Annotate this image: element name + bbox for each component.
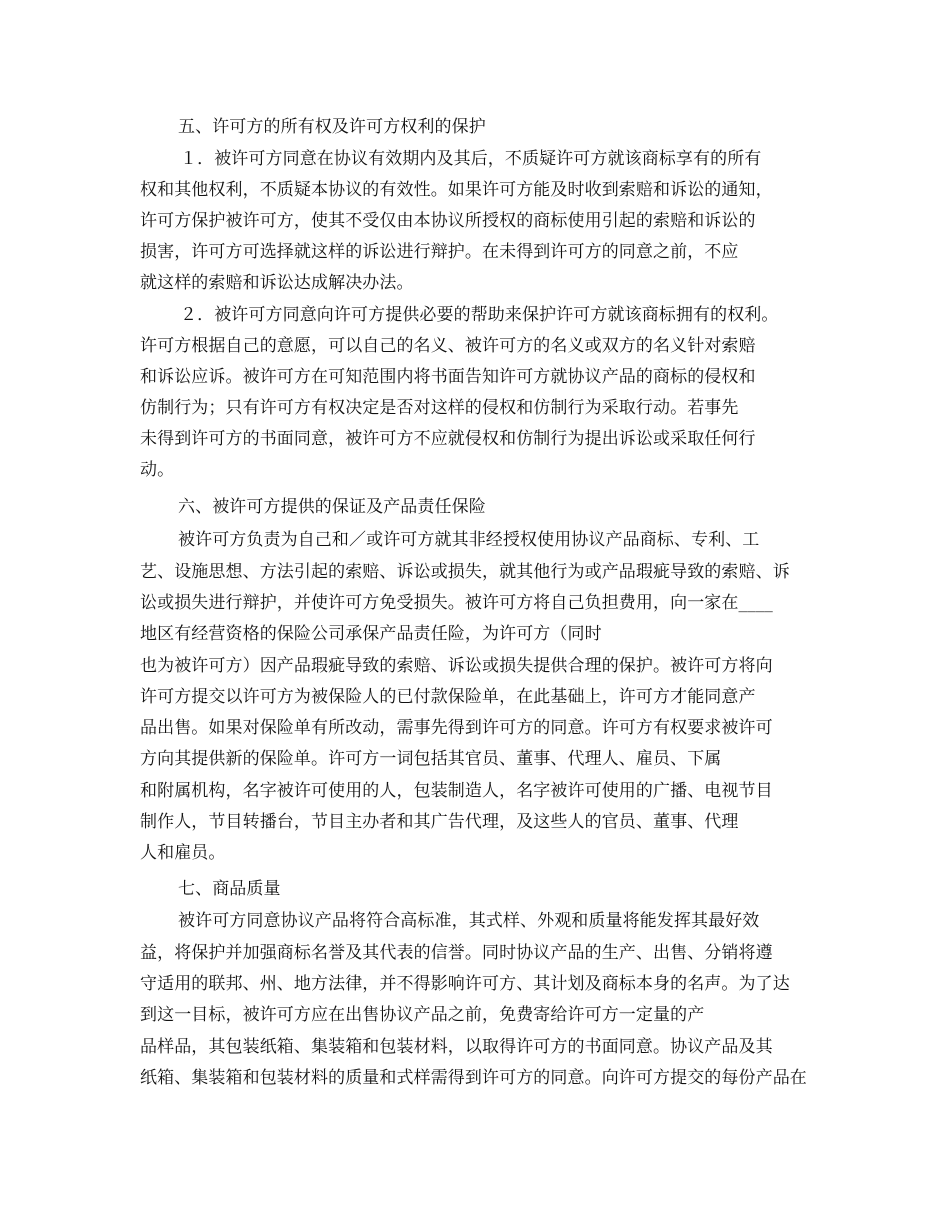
text-line: 守适用的联邦、州、地方法律，并不得影响许可方、其计划及商标本身的名声。为了达	[140, 974, 790, 994]
text-line: 许可方根据自己的意愿，可以自己的名义、被许可方的名义或双方的名义针对索赔	[140, 336, 756, 356]
text-line: 和附属机构，名字被许可使用的人，包装制造人，名字被许可使用的广播、电视节目	[140, 781, 773, 801]
text-line: 制作人，节目转播台，节目主办者和其广告代理，及这些人的官员、董事、代理	[140, 812, 739, 832]
text-line: 未得到许可方的书面同意，被许可方不应就侵权和仿制行为提出诉讼或采取任何行	[140, 429, 756, 449]
text-line: 方向其提供新的保险单。许可方一词包括其官员、董事、代理人、雇员、下属	[140, 749, 722, 769]
text-line: １．被许可方同意在协议有效期内及其后，不质疑许可方就该商标享有的所有	[180, 149, 762, 169]
text-line: 许可方保护被许可方，使其不受仅由本协议所授权的商标使用引起的索赔和诉讼的	[140, 211, 756, 231]
text-line: 也为被许可方）因产品瑕疵导致的索赔、诉讼或损失提供合理的保护。被许可方将向	[140, 656, 773, 676]
text-line: 地区有经营资格的保险公司承保产品责任险，为许可方（同时	[140, 624, 602, 644]
text-line: 品样品，其包装纸箱、集装箱和包装材料，以取得许可方的书面同意。协议产品及其	[140, 1037, 773, 1057]
text-line: 就这样的索赔和诉讼达成解决办法。	[140, 273, 414, 293]
text-line: 益，将保护并加强商标名誉及其代表的信誉。同时协议产品的生产、出售、分销将遵	[140, 943, 773, 963]
text-line: 人和雇员。	[140, 843, 226, 863]
text-line: 讼或损失进行辩护，并使许可方免受损失。被许可方将自己负担费用，向一家在____	[140, 593, 773, 613]
text-line: 仿制行为；只有许可方有权决定是否对这样的侵权和仿制行为采取行动。若事先	[140, 398, 739, 418]
section-heading-7: 七、商品质量	[178, 879, 281, 899]
text-line: 被许可方负责为自己和／或许可方就其非经授权使用协议产品商标、专利、工	[178, 530, 760, 550]
text-line: 艺、设施思想、方法引起的索赔、诉讼或损失，就其他行为或产品瑕疵导致的索赔、诉	[140, 562, 790, 582]
text-line: 被许可方同意协议产品将符合高标准，其式样、外观和质量将能发挥其最好效	[178, 911, 760, 931]
text-line: 到这一目标，被许可方应在出售协议产品之前，免费寄给许可方一定量的产	[140, 1005, 705, 1025]
text-line: 损害，许可方可选择就这样的诉讼进行辩护。在未得到许可方的同意之前，不应	[140, 242, 739, 262]
text-line: 纸箱、集装箱和包装材料的质量和式样需得到许可方的同意。向许可方提交的每份产品在	[140, 1068, 807, 1088]
text-line: 权和其他权利，不质疑本协议的有效性。如果许可方能及时收到索赔和诉讼的通知，	[140, 180, 773, 200]
section-heading-6: 六、被许可方提供的保证及产品责任保险	[178, 497, 486, 517]
text-line: 许可方提交以许可方为被保险人的已付款保险单，在此基础上，许可方才能同意产	[140, 687, 756, 707]
section-heading-5: 五、许可方的所有权及许可方权利的保护	[178, 117, 486, 137]
text-line: 和诉讼应诉。被许可方在可知范围内将书面告知许可方就协议产品的商标的侵权和	[140, 367, 756, 387]
text-line: 动。	[140, 460, 175, 480]
text-line: 品出售。如果对保险单有所改动，需事先得到许可方的同意。许可方有权要求被许可	[140, 718, 773, 738]
text-line: ２．被许可方同意向许可方提供必要的帮助来保护许可方就该商标拥有的权利。	[180, 305, 779, 325]
